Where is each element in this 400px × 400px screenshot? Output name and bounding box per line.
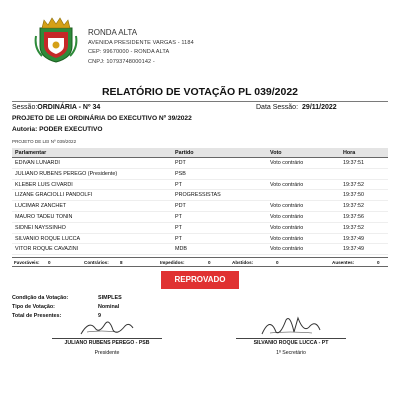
row-party: PDT: [175, 160, 186, 166]
author: Autoria: PODER EXECUTIVO: [12, 126, 103, 133]
row-name: LIZANE GRACIOLLI PANDOLFI: [15, 192, 93, 199]
condition-value: Nominal: [98, 304, 120, 310]
signature-line: [236, 338, 346, 339]
total-impedidos-value: 0: [208, 259, 211, 265]
row-time: 19:37:49: [343, 235, 364, 242]
org-name: RONDA ALTA: [88, 28, 138, 37]
total-ausentes-value: 0: [377, 259, 380, 265]
table-row: [12, 201, 388, 212]
project-title: PROJETO DE LEI ORDINÁRIA DO EXECUTIVO Nº 39/2022: [12, 115, 192, 122]
table-row: [12, 190, 388, 201]
table-row: [12, 234, 388, 245]
condition-value: SIMPLES: [98, 295, 122, 301]
session-label: Sessão:: [12, 104, 38, 111]
col-header-partido: Partido: [175, 150, 194, 156]
row-name: JULIANO RUBENS PEREGO (Presidente): [15, 170, 118, 177]
row-vote: Voto contrário: [270, 160, 304, 166]
table-row: [12, 169, 388, 180]
row-vote: Voto contrário: [270, 246, 304, 253]
total-favoraveis-value: 0: [48, 259, 51, 265]
condition-value: 9: [98, 313, 101, 319]
row-name: VITOR ROQUE CAVAZINI: [15, 246, 79, 253]
session-date: [256, 104, 337, 111]
signature-role: Presidente: [94, 350, 120, 356]
session-date-value: 29/11/2022: [302, 104, 337, 111]
total-contrarios-label: Contrários:: [84, 259, 109, 265]
condition-row: [12, 304, 120, 310]
signature-scribble-icon: [77, 316, 137, 338]
row-party: PSB: [175, 170, 186, 177]
header-info: [88, 28, 194, 67]
org-cnpj: CNPJ: 10793748000142 -: [88, 58, 155, 65]
row-vote: Voto contrário: [270, 235, 304, 242]
row-vote: Voto contrário: [270, 203, 304, 210]
row-vote: Voto contrário: [270, 181, 304, 188]
row-name: MAURO TADEU TONIN: [15, 213, 73, 220]
signature-name: SILVANIO ROQUE LUCCA - PT: [253, 340, 329, 346]
vote-totals: [12, 257, 388, 267]
signature-block-president: [52, 316, 162, 356]
row-name: EDIVAN LUNARDI: [15, 160, 60, 166]
signature-role: 1º Secretário: [276, 350, 306, 356]
report-title: RELATÓRIO DE VOTAÇÃO PL 039/2022: [101, 86, 299, 98]
row-party: PT: [175, 213, 182, 220]
title-divider: [12, 101, 388, 102]
total-impedidos-label: Impedidos:: [160, 259, 185, 265]
row-time: 19:37:52: [343, 203, 364, 210]
total-contrarios-value: 8: [120, 259, 123, 265]
org-cep: CEP: 99670000 - RONDA ALTA: [88, 49, 170, 55]
signature-name: JULIANO RUBENS PEREGO - PSB: [64, 340, 150, 346]
result-badge: REPROVADO: [161, 271, 239, 289]
row-party: PT: [175, 181, 182, 188]
table-row: [12, 223, 388, 234]
row-party: MDB: [175, 246, 187, 253]
condition-label: Condição da Votação:: [12, 295, 69, 301]
signature-scribble-icon: [256, 314, 326, 338]
row-time: 19:37:51: [343, 160, 364, 166]
table-row: [12, 180, 388, 191]
total-favoraveis-label: Favoráveis:: [14, 259, 40, 265]
project-subtitle: PROJETO DE LEI Nº 039/2022: [12, 139, 77, 144]
table-row: [12, 158, 388, 169]
session-date-label: Data Sessão:: [256, 104, 299, 111]
row-name: SIDNEI NAYSSINHO: [15, 224, 66, 231]
total-abstidos-value: 0: [276, 259, 279, 265]
row-time: 19:37:49: [343, 246, 364, 253]
row-name: LUCIMAR ZANCHET: [15, 203, 67, 210]
row-party: PDT: [175, 203, 186, 210]
row-name: KLEBER LUIS CIVARDI: [15, 181, 73, 188]
condition-label: Tipo de Votação:: [12, 304, 55, 310]
row-time: 19:37:52: [343, 224, 364, 231]
signature-block-secretary: [236, 314, 346, 356]
col-header-hora: Hora: [343, 150, 356, 156]
row-party: PROGRESSISTAS: [175, 192, 221, 199]
col-header-voto: Voto: [270, 150, 282, 156]
row-time: 19:37:56: [343, 213, 364, 220]
total-abstidos-label: Abstidos:: [232, 259, 254, 265]
condition-row: [12, 295, 122, 301]
table-row: [12, 212, 388, 223]
row-party: PT: [175, 235, 182, 242]
row-vote: Voto contrário: [270, 224, 304, 231]
row-party: PT: [175, 224, 182, 231]
total-ausentes-label: Ausentes:: [332, 259, 355, 265]
session-value: ORDINÁRIA - Nº 34: [37, 104, 101, 111]
municipal-crest-icon: [34, 14, 78, 64]
table-header: [12, 148, 388, 158]
condition-label: Total de Presentes:: [12, 313, 62, 319]
row-time: 19:37:52: [343, 181, 364, 188]
signature-line: [52, 338, 162, 339]
col-header-parlamentar: Parlamentar: [15, 150, 47, 156]
row-vote: Voto contrário: [270, 213, 304, 220]
org-address: AVENIDA PRESIDENTE VARGAS - 1184: [88, 39, 194, 46]
session-info: [12, 104, 100, 111]
vote-table: [12, 148, 388, 255]
row-time: 19:37:50: [343, 192, 364, 199]
table-row: [12, 244, 388, 255]
row-name: SILVANIO ROQUE LUCCA: [15, 235, 81, 242]
